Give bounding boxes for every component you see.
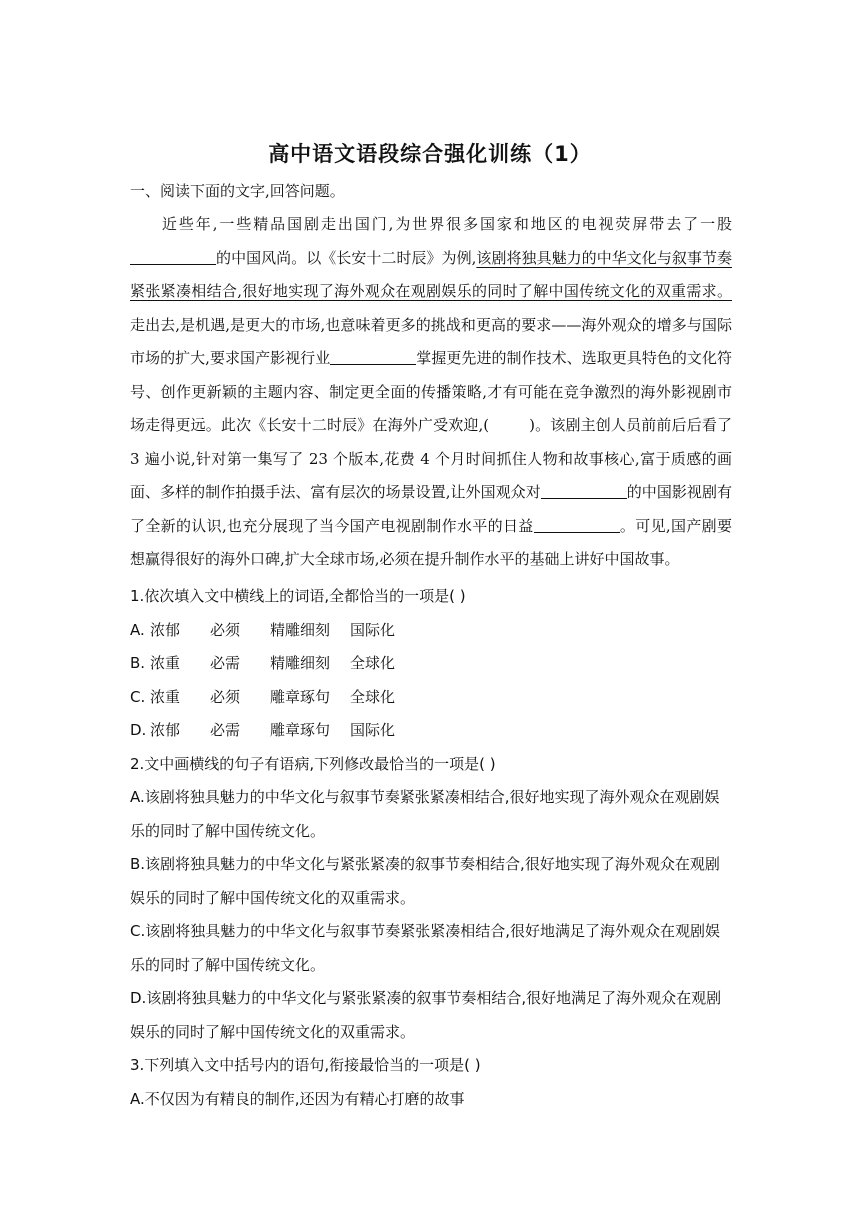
option-word-4: 国际化 <box>350 620 396 639</box>
q2-option-a-line-2: 乐的同时了解中国传统文化。 <box>130 821 326 840</box>
fill-blank-3 <box>541 483 627 499</box>
q1-option-c <box>130 681 732 715</box>
option-word-1: 浓郁 <box>150 620 181 639</box>
passage-text-5: )。该剧主创人员前前后后看了 3 遍小说,针对第一集写了 23 个版本,花费 4 个月时间抓住人物和故事核心,富于质感的画面、多样的制作拍摄手法、富有层次的场景设置,让外国观众对 <box>130 416 733 501</box>
q2-option-c-line-1: C.该剧将独具魅力的中华文化与叙事节奏紧张紧凑相结合,很好地满足了海外观众在观剧娱 <box>130 922 721 940</box>
question-1-stem: 1.依次填入文中横线上的词语,全都恰当的一项是( ) <box>130 587 466 605</box>
reading-passage <box>130 208 732 577</box>
passage-text-1: 近些年,一些精品国剧走出国门,为世界很多国家和地区的电视荧屏带去了一股 <box>160 215 732 233</box>
section-heading: 一、阅读下面的文字,回答问题。 <box>130 182 345 200</box>
option-letter: B. <box>130 654 146 672</box>
q2-option-d-line-2: 娱乐的同时了解中国传统文化的双重需求。 <box>130 1022 416 1041</box>
question-3-stem: 3.下列填入文中括号内的语句,衔接最恰当的一项是( ) <box>130 1056 481 1074</box>
option-word-4: 全球化 <box>350 654 396 672</box>
option-word-2: 必需 <box>210 654 241 672</box>
option-word-1: 浓郁 <box>150 721 181 739</box>
q2-option-b-line-2: 娱乐的同时了解中国传统文化的双重需求。 <box>130 888 416 907</box>
q2-option-d-line-1: D.该剧将独具魅力的中华文化与紧张紧凑的叙事节奏相结合,很好地满足了海外观众在观剧 <box>130 989 722 1007</box>
option-word-2: 必需 <box>210 721 241 739</box>
option-word-4: 国际化 <box>350 721 396 739</box>
q1-option-d <box>130 714 732 748</box>
passage-text-3: 走出去,是机遇,是更大的市场,也意味着更多的挑战和更高的要求——海外观众的增多与国际市场的扩大,要求国产影视行业 <box>130 315 732 367</box>
fill-blank-1 <box>130 249 216 265</box>
option-word-3: 雕章琢句 <box>270 721 331 739</box>
option-word-3: 雕章琢句 <box>270 687 331 706</box>
underlined-sentence: 该剧将独具魅力的中华文化与叙事节奏紧张紧凑相结合,很好地实现了海外观众在观剧娱乐的同时了解中国传统文化的双重需求。 <box>130 248 732 300</box>
option-word-2: 必须 <box>210 687 241 706</box>
passage-text-6: 的中国影视剧有了全新的认识,也充分展现了当今国产电视剧制作水平的日益 <box>130 483 732 535</box>
q2-option-a-line-1: A.该剧将独具魅力的中华文化与叙事节奏紧张紧凑相结合,很好地实现了海外观众在观剧娱 <box>130 788 720 806</box>
option-letter: A. <box>130 620 145 639</box>
option-word-4: 全球化 <box>350 687 396 706</box>
passage-text-2: 的中国风尚。以《长安十二时辰》为例, <box>216 248 477 267</box>
option-word-1: 浓重 <box>150 687 181 706</box>
q2-option-c-line-2: 乐的同时了解中国传统文化。 <box>130 955 326 974</box>
q3-option-a: A.不仅因为有精良的制作,还因为有精心打磨的故事 <box>130 1089 465 1108</box>
option-letter: D. <box>130 721 147 739</box>
passage-text-7: 。可见,国产剧要想赢得很好的海外口碑,扩大全球市场,必须在提升制作水平的基础上讲好中国故事。 <box>130 516 732 568</box>
question-2-stem: 2.文中画横线的句子有语病,下列修改最恰当的一项是( ) <box>130 754 496 773</box>
option-word-3: 精雕细刻 <box>270 654 331 672</box>
option-word-2: 必须 <box>210 620 241 639</box>
q1-option-a <box>130 614 732 648</box>
fill-blank-4 <box>534 517 620 533</box>
fill-blank-2 <box>330 349 416 365</box>
option-letter: C. <box>130 687 146 706</box>
option-word-1: 浓重 <box>150 654 181 672</box>
q2-option-b-line-1: B.该剧将独具魅力的中华文化与紧张紧凑的叙事节奏相结合,很好地实现了海外观众在观剧 <box>130 855 720 873</box>
passage-text-4: 掌握更先进的制作技术、选取更具特色的文化符号、创作更新颖的主题内容、制定更全面的传播策略,才有可能在竞争激烈的海外影视剧市场走得更远。此次《长安十二时辰》在海外广受欢迎,( <box>130 349 732 434</box>
option-word-3: 精雕细刻 <box>270 620 331 639</box>
questions <box>130 580 732 1116</box>
page-title: 高中语文语段综合强化训练（1） <box>268 142 592 166</box>
q1-option-b <box>130 647 732 681</box>
